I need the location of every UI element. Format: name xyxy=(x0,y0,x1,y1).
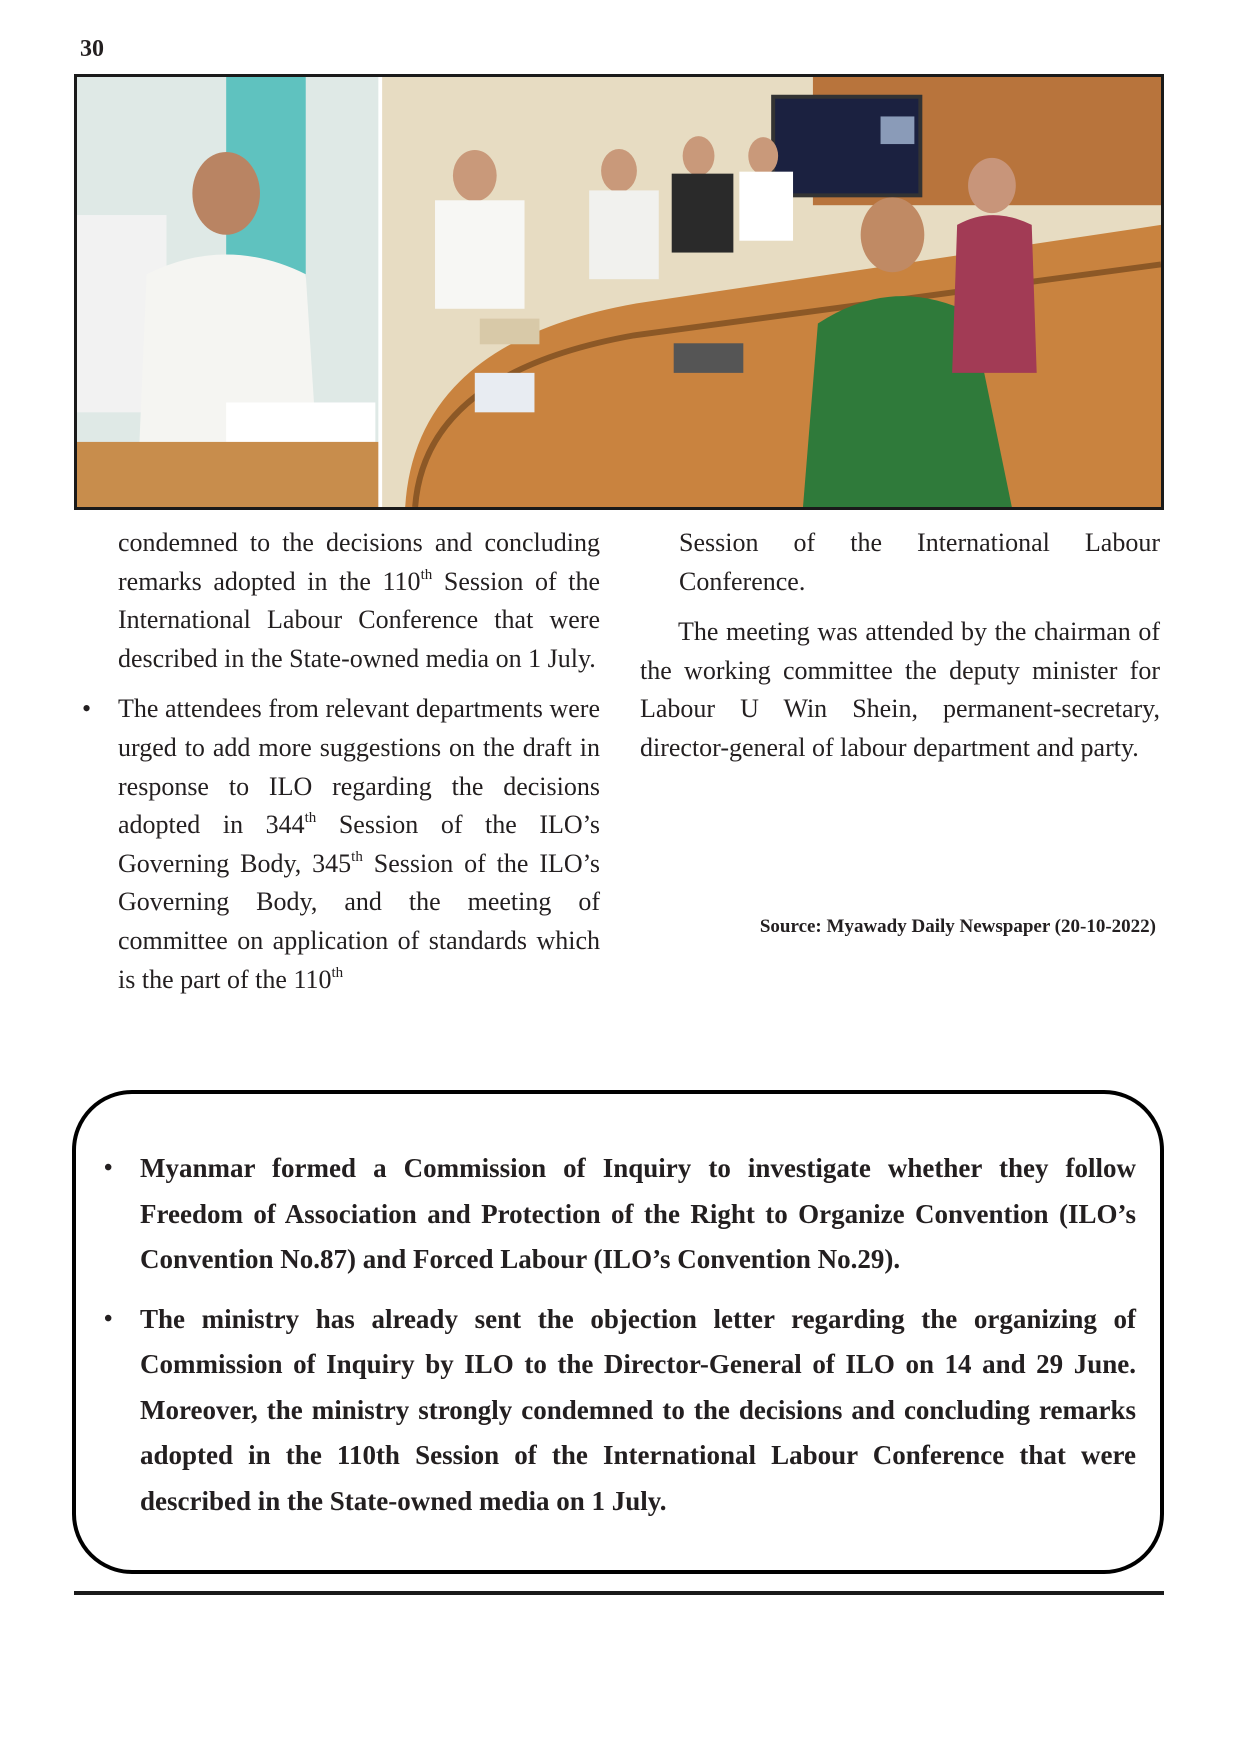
summary-list xyxy=(104,1146,1136,1538)
right-paragraph: The meeting was attended by the chairman of the working committee the deputy minister for Labour U Win Shein, permanent-secretary, director-general of labour department and party. xyxy=(640,617,1160,762)
summary-item-text: Myanmar formed a Commission of Inquiry to investigate whether they follow Freedom of Association and Protection of the Right to Organize Convention (ILO’s Convention No.87) and Forced Labour (ILO’s Convention No.29). xyxy=(140,1153,1136,1274)
attendee-head xyxy=(601,149,637,192)
video-screen xyxy=(773,97,920,196)
microphone-base xyxy=(674,343,744,373)
left-continuation-paragraph xyxy=(118,524,600,678)
source-citation: Source: Myawady Daily Newspaper (20-10-2022) xyxy=(759,916,1156,937)
bullet-text-part: Session of the ILO’s Governing Body, and the meeting of committee on application of standards which is the part of the 110 xyxy=(118,848,600,994)
official-head xyxy=(192,152,260,235)
summary-item-text: The ministry has already sent the objection letter regarding the organizing of Commission of Inquiry by ILO to the Director-General of ILO on 14 and 29 June. Moreover, the ministry strongly condemned to the decisions and concluding remarks adopted in the 110th Session of the International Labour Conference that were described in the State-owned media on 1 July. xyxy=(140,1303,1136,1516)
left-desk xyxy=(77,442,380,507)
attendee-head xyxy=(453,150,497,201)
bullet-icon: • xyxy=(104,1305,113,1332)
left-continuation-tail: Session of the International Labour Conference that were described in the State-owned media on 1 July. xyxy=(118,566,600,673)
left-bullet-item xyxy=(82,690,601,999)
meeting-photo xyxy=(74,74,1164,510)
bullet-text-part: The attendees from relevant departments were urged to add more suggestions on the draft in response to ILO regarding the decisions adopted in 344 xyxy=(118,694,600,840)
attendee-shirt xyxy=(589,190,659,279)
attendee-head xyxy=(683,136,715,175)
name-plate xyxy=(475,373,535,412)
attendee-shirt xyxy=(435,200,525,308)
attendee-head xyxy=(968,158,1016,213)
summary-box xyxy=(72,1090,1164,1574)
bullet-icon: • xyxy=(82,694,92,724)
summary-item xyxy=(104,1297,1136,1525)
summary-item xyxy=(104,1146,1136,1283)
page-number: 30 xyxy=(80,36,104,62)
bullet-icon: • xyxy=(104,1155,113,1181)
papers xyxy=(226,402,375,441)
tissue-box xyxy=(480,319,540,345)
superscript: th xyxy=(331,964,344,981)
attendee-head xyxy=(748,137,778,174)
officer-head xyxy=(861,197,925,272)
superscript: th xyxy=(351,848,363,865)
video-inset xyxy=(881,116,915,144)
right-column xyxy=(640,524,1160,768)
attendee-dress xyxy=(952,215,1037,373)
superscript: th xyxy=(304,810,317,827)
meeting-photo-illustration xyxy=(77,77,1161,507)
right-continuation-paragraph: Session of the International Labour Conference. xyxy=(679,528,1160,596)
superscript: th xyxy=(420,566,433,583)
bullet-text-part: Session of the ILO’s Governing Body, 345 xyxy=(118,810,601,878)
left-column xyxy=(82,524,601,999)
attendee-jacket xyxy=(672,174,734,253)
attendee-shirt xyxy=(739,172,793,241)
bottom-rule xyxy=(74,1591,1164,1595)
left-continuation-text: condemned to the decisions and concluding remarks adopted in the 110 xyxy=(118,528,600,596)
